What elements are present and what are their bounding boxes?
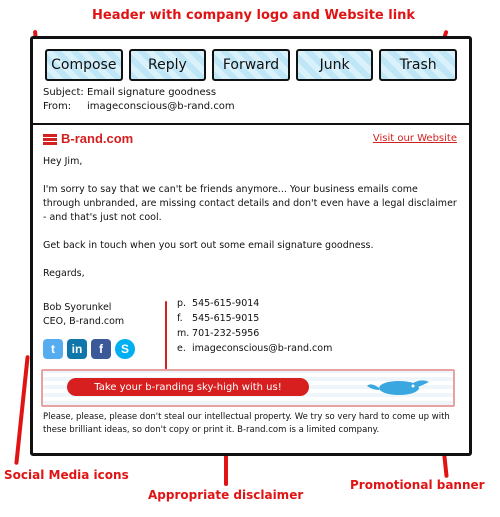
twitter-icon[interactable]: t <box>43 339 63 359</box>
from-value: imageconscious@b-rand.com <box>87 101 235 112</box>
linkedin-icon[interactable]: in <box>67 339 87 359</box>
greeting: Hey Jim, <box>43 156 83 167</box>
contact-mobile <box>177 327 259 341</box>
contact-fax <box>177 312 259 326</box>
promotional-banner[interactable] <box>41 369 455 407</box>
skype-icon[interactable]: S <box>115 339 135 359</box>
legal-disclaimer: Please, please, please don't steal our intellectual property. We try so very hard to come up with these brilliant ideas, so don't copy or print it. B-rand.com is a limited company. <box>43 412 450 435</box>
trash-button[interactable]: Trash <box>379 49 457 81</box>
contact-fax-value: 545-615-9015 <box>192 313 260 324</box>
signature-name: Bob Syorunkel <box>43 302 112 313</box>
contact-phone-value: 545-615-9014 <box>192 298 260 309</box>
contact-email-label: e. <box>177 343 186 354</box>
annotation-banner: Promotional banner <box>350 478 485 492</box>
contact-phone-label: p. <box>177 298 187 309</box>
reply-button[interactable]: Reply <box>129 49 207 81</box>
forward-button[interactable]: Forward <box>212 49 290 81</box>
subject-label: Subject: <box>43 87 84 98</box>
contact-fax-label: f. <box>177 313 183 324</box>
contact-mobile-label: m. <box>177 328 190 339</box>
toolbar <box>45 49 457 79</box>
compose-button[interactable]: Compose <box>45 49 123 81</box>
paragraph-2: Get back in touch when you sort out some email signature goodness. <box>43 240 374 251</box>
bird-icon <box>365 376 435 398</box>
contact-phone <box>177 297 259 311</box>
subject-value: Email signature goodness <box>87 87 217 98</box>
contact-email-value[interactable]: imageconscious@b-rand.com <box>192 343 333 354</box>
annotation-header: Header with company logo and Website link <box>92 8 416 23</box>
from-label: From: <box>43 101 72 112</box>
visit-website-link[interactable]: Visit our Website <box>372 133 457 144</box>
facebook-icon[interactable]: f <box>91 339 111 359</box>
paragraph-1: I'm sorry to say that we can't be friends anymore... Your business emails come through unbranded, are missing contact details and don't even have a legal disclaimer - and that's just not cool. <box>43 184 457 223</box>
company-logo <box>43 131 133 146</box>
signoff: Regards, <box>43 268 85 279</box>
arrow-social <box>14 355 29 465</box>
junk-button[interactable]: Junk <box>296 49 374 81</box>
contact-mobile-value: 701-232-5956 <box>192 328 260 339</box>
subject-line <box>43 87 216 98</box>
header-divider <box>33 123 469 125</box>
banner-text: Take your b-randing sky-high with us! <box>67 378 309 396</box>
contact-email <box>177 342 332 356</box>
social-icons <box>43 339 135 359</box>
annotation-disclaimer: Appropriate disclaimer <box>148 488 304 502</box>
annotation-social: Social Media icons <box>4 468 129 482</box>
email-window <box>30 36 472 456</box>
logo-text: B-rand.com <box>61 131 134 146</box>
logo-icon <box>43 133 57 145</box>
signature-title: CEO, B-rand.com <box>43 316 125 327</box>
from-line <box>43 101 235 112</box>
